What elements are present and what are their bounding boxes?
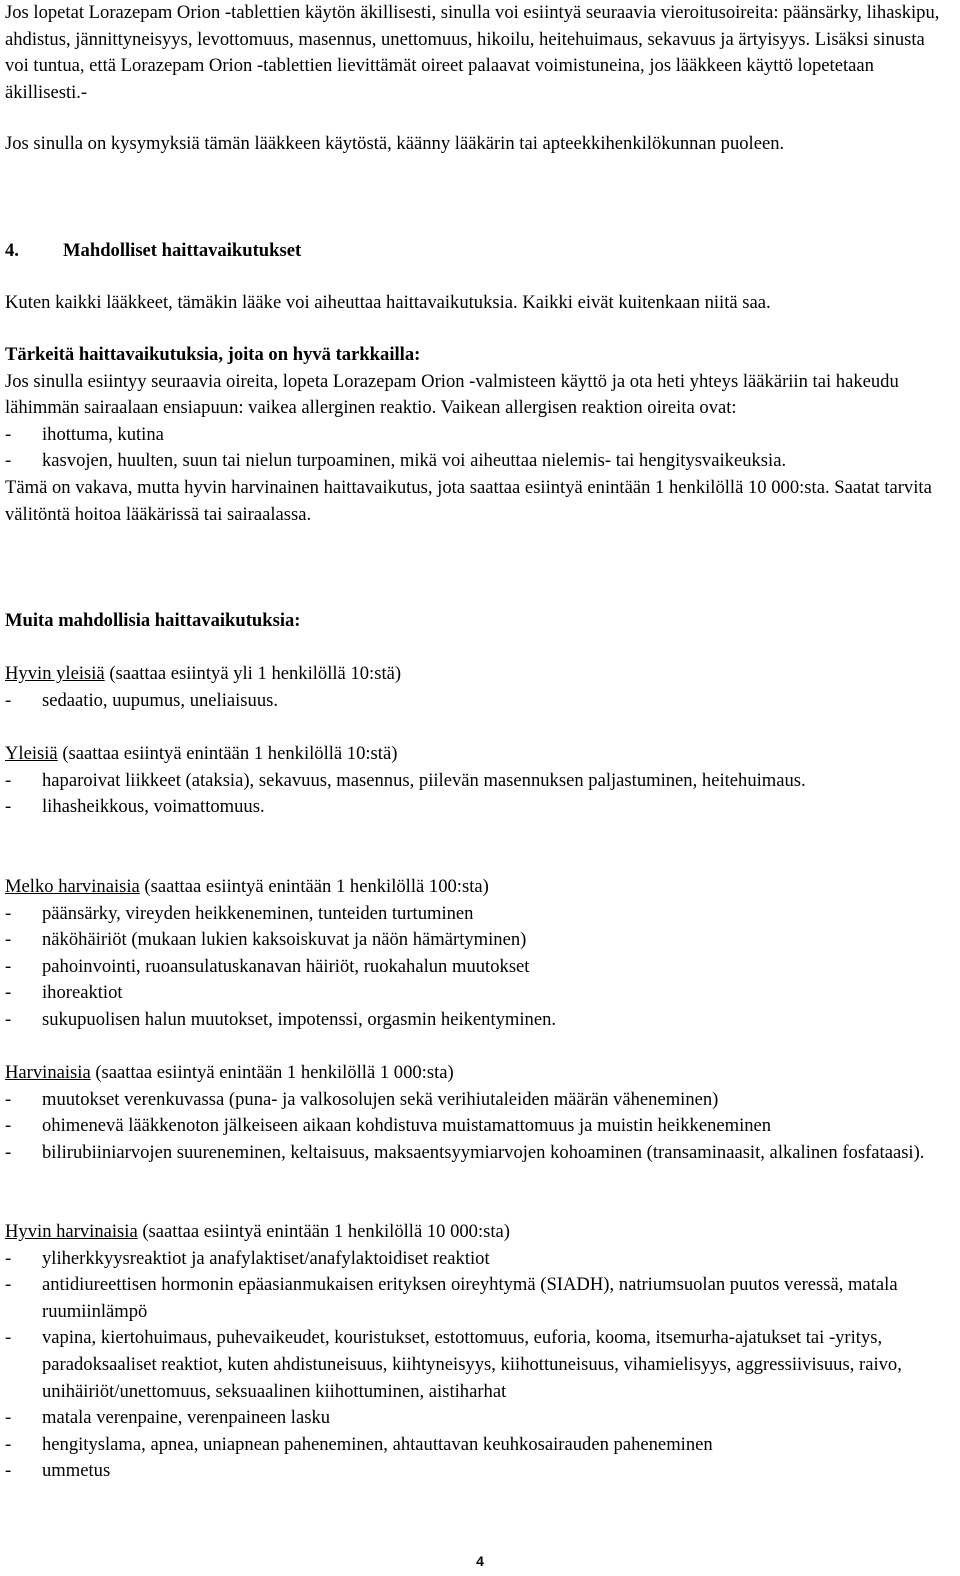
group-heading	[5, 1219, 950, 1246]
frequency-description: (saattaa esiintyä yli 1 henkilöllä 10:stä)	[104, 663, 402, 684]
allergy-symptom-list	[5, 422, 950, 475]
group-heading	[5, 741, 950, 768]
list-item: - ihoreaktiot	[5, 980, 950, 1007]
page-number: 4	[476, 1553, 484, 1569]
frequency-group-common	[5, 741, 950, 821]
section-heading	[5, 238, 950, 265]
list-item: - lihasheikkous, voimattomuus.	[5, 794, 950, 821]
list-item: - bilirubiiniarvojen suureneminen, keltaisuus, maksaentsyymiarvojen kohoaminen (transaminaasit, alkalinen fosfataasi).	[5, 1140, 950, 1167]
group-heading	[5, 874, 950, 901]
important-text: Jos sinulla esiintyy seuraavia oireita, lopeta Lorazepam Orion -valmisteen käyttö ja ota heti yhteys lääkäriin tai hakeudu lähimmän sairaalaan ensiapuun: vaikea allerginen reaktio. Vaikean allergisen reaktion oireita ovat:	[5, 370, 899, 419]
list-item: - sukupuolisen halun muutokset, impotenssi, orgasmin heikentyminen.	[5, 1007, 950, 1034]
effect-list	[5, 901, 950, 1034]
list-item: - vapina, kiertohuimaus, puhevaikeudet, kouristukset, estottomuus, euforia, kooma, itsemurha-ajatukset tai -yritys, paradoksaaliset reaktiot, kuten ahdistuneisuus, kiihtyneisyys, kiihottuneisuus, vihamielisyys, aggressiivisuus, raivo, unihäiriöt/unettomuus, seksuaalinen kiihottuminen, aistiharhat	[5, 1325, 950, 1405]
list-item: - sedaatio, uupumus, uneliaisuus.	[5, 688, 950, 715]
list-item: - näköhäiriöt (mukaan lukien kaksoiskuvat ja näön hämärtyminen)	[5, 927, 950, 954]
frequency-label: Hyvin harvinaisia	[5, 1221, 138, 1242]
frequency-label: Melko harvinaisia	[5, 876, 140, 897]
important-effects	[5, 342, 950, 528]
list-item: - muutokset verenkuvassa (puna- ja valkosolujen sekä verihiutaleiden määrän väheneminen)	[5, 1087, 950, 1114]
list-item: - kasvojen, huulten, suun tai nielun turpoaminen, mikä voi aiheuttaa nielemis- tai hengitysvaikeuksia.	[5, 448, 950, 475]
list-item: - haparoivat liikkeet (ataksia), sekavuus, masennus, piilevän masennuksen paljastuminen, heitehuimaus.	[5, 768, 950, 795]
frequency-description: (saattaa esiintyä enintään 1 henkilöllä 100:sta)	[139, 876, 489, 897]
section-intro: Kuten kaikki lääkkeet, tämäkin lääke voi aiheuttaa haittavaikutuksia. Kaikki eivät kuitenkaan niitä saa.	[5, 292, 771, 313]
frequency-label: Yleisiä	[5, 743, 58, 764]
important-note: Tämä on vakava, mutta hyvin harvinainen haittavaikutus, jota saattaa esiintyä enintään 1 henkilöllä 10 000:sta. Saatat tarvita välitöntä hoitoa lääkärissä tai sairaalassa.	[5, 476, 932, 525]
frequency-description: (saattaa esiintyä enintään 1 henkilöllä 10:stä)	[57, 743, 398, 764]
list-item: - yliherkkyysreaktiot ja anafylaktiset/anafylaktoidiset reaktiot	[5, 1246, 950, 1273]
frequency-description: (saattaa esiintyä enintään 1 henkilöllä 10 000:sta)	[137, 1221, 510, 1242]
group-heading	[5, 661, 950, 688]
section-title: Mahdolliset haittavaikutukset	[63, 240, 302, 261]
list-item: - ihottuma, kutina	[5, 422, 950, 449]
list-item: - matala verenpaine, verenpaineen lasku	[5, 1405, 950, 1432]
effect-list	[5, 768, 950, 821]
frequency-group-uncommon	[5, 874, 950, 1034]
frequency-label: Harvinaisia	[5, 1062, 91, 1083]
other-effects-title: Muita mahdollisia haittavaikutuksia:	[5, 610, 301, 631]
effect-list	[5, 688, 950, 715]
withdrawal-paragraph: Jos lopetat Lorazepam Orion -tablettien käytön äkillisesti, sinulla voi esiintyä seuraavia vieroitusoireita: päänsärky, lihaskipu, ahdistus, jännittyneisyys, levottomuus, masennus, unettomuus, hikoilu, heitehuimaus, sekavuus ja ärtyisyys. Lisäksi sinusta voi tuntua, että Lorazepam Orion -tablettien lievittämät oireet palaavat voimistuneina, jos lääkkeen käyttö lopetetaan äkillisesti.-	[5, 2, 940, 103]
list-item: - ummetus	[5, 1458, 950, 1485]
section-number: 4.	[5, 240, 19, 261]
questions-paragraph: Jos sinulla on kysymyksiä tämän lääkkeen käytöstä, käänny lääkärin tai apteekkihenkilökunnan puoleen.	[5, 133, 785, 154]
frequency-group-very-common	[5, 661, 950, 714]
list-item: - antidiureettisen hormonin epäasianmukaisen erityksen oireyhtymä (SIADH), natriumsuolan puutos veressä, matala ruumiinlämpö	[5, 1272, 950, 1325]
frequency-group-rare	[5, 1060, 950, 1166]
frequency-label: Hyvin yleisiä	[5, 663, 105, 684]
effect-list	[5, 1087, 950, 1167]
list-item: - päänsärky, vireyden heikkeneminen, tunteiden turtuminen	[5, 901, 950, 928]
frequency-description: (saattaa esiintyä enintään 1 henkilöllä 1 000:sta)	[90, 1062, 454, 1083]
important-title: Tärkeitä haittavaikutuksia, joita on hyvä tarkkailla:	[5, 344, 421, 365]
list-item: - ohimenevä lääkkenoton jälkeiseen aikaan kohdistuva muistamattomuus ja muistin heikkeneminen	[5, 1113, 950, 1140]
frequency-group-very-rare	[5, 1219, 950, 1485]
list-item: - pahoinvointi, ruoansulatuskanavan häiriöt, ruokahalun muutokset	[5, 954, 950, 981]
effect-list	[5, 1246, 950, 1485]
group-heading	[5, 1060, 950, 1087]
list-item: - hengityslama, apnea, uniapnean paheneminen, ahtauttavan keuhkosairauden paheneminen	[5, 1432, 950, 1459]
